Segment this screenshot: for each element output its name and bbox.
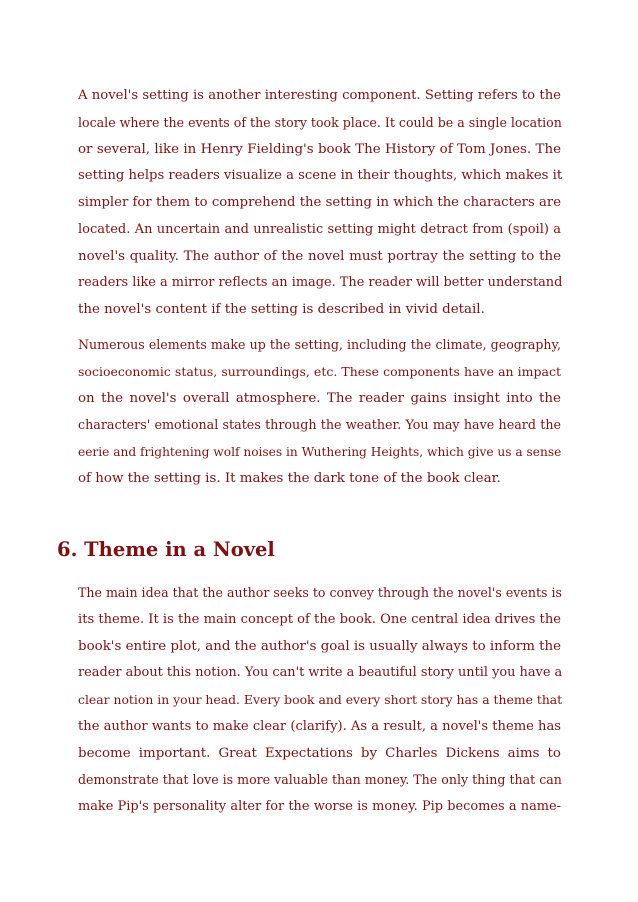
paragraph-line: on the novel's overall atmosphere. The reader gains insight into the (78, 391, 561, 406)
paragraph-line: simpler for them to comprehend the setting in which the characters are (78, 195, 561, 210)
paragraph-line: demonstrate that love is more valuable than money. The only thing that can (78, 772, 562, 787)
section-heading: 6. Theme in a Novel (57, 538, 275, 561)
paragraph-line: the novel's content if the setting is described in vivid detail. (78, 302, 485, 317)
paragraph-line: novel's quality. The author of the novel must portray the setting to the (78, 249, 561, 264)
paragraph-line: reader about this notion. You can't write a beautiful story until you have a (78, 665, 563, 680)
paragraph-line: book's entire plot, and the author's goal is usually always to inform the (78, 639, 562, 654)
paragraph-line: its theme. It is the main concept of the book. One central idea drives the (78, 612, 561, 627)
paragraph-line: the author wants to make clear (clarify). As a result, a novel's theme has (78, 719, 561, 734)
paragraph-line: locale where the events of the story took place. It could be a single location (78, 115, 562, 130)
paragraph-line: Numerous elements make up the setting, including the climate, geography, (78, 337, 561, 352)
paragraph-line: The main idea that the author seeks to convey through the novel's events is (78, 585, 562, 600)
paragraph-line: become important. Great Expectations by Charles Dickens aims to (78, 746, 561, 761)
paragraph-line: of how the setting is. It makes the dark tone of the book clear. (78, 471, 501, 486)
paragraph-line: characters' emotional states through the weather. You may have heard the (78, 417, 561, 432)
paragraph-line: located. An uncertain and unrealistic setting might detract from (spoil) a (78, 222, 561, 237)
paragraph-line: readers like a mirror reflects an image. The reader will better understand (78, 275, 563, 290)
paragraph-line: setting helps readers visualize a scene in their thoughts, which makes it (78, 168, 563, 183)
paragraph-line: eerie and frightening wolf noises in Wuthering Heights, which give us a sense (78, 445, 562, 459)
paragraph-line: socioeconomic status, surroundings, etc. These components have an impact (78, 364, 561, 379)
paragraph-line: A novel's setting is another interesting component. Setting refers to the (78, 88, 561, 103)
paragraph-line: make Pip's personality alter for the worse is money. Pip becomes a name- (78, 799, 561, 814)
paragraph-line: clear notion in your head. Every book and every short story has a theme that (78, 692, 563, 707)
paragraph-line: or several, like in Henry Fielding's book The History of Tom Jones. The (78, 142, 561, 157)
